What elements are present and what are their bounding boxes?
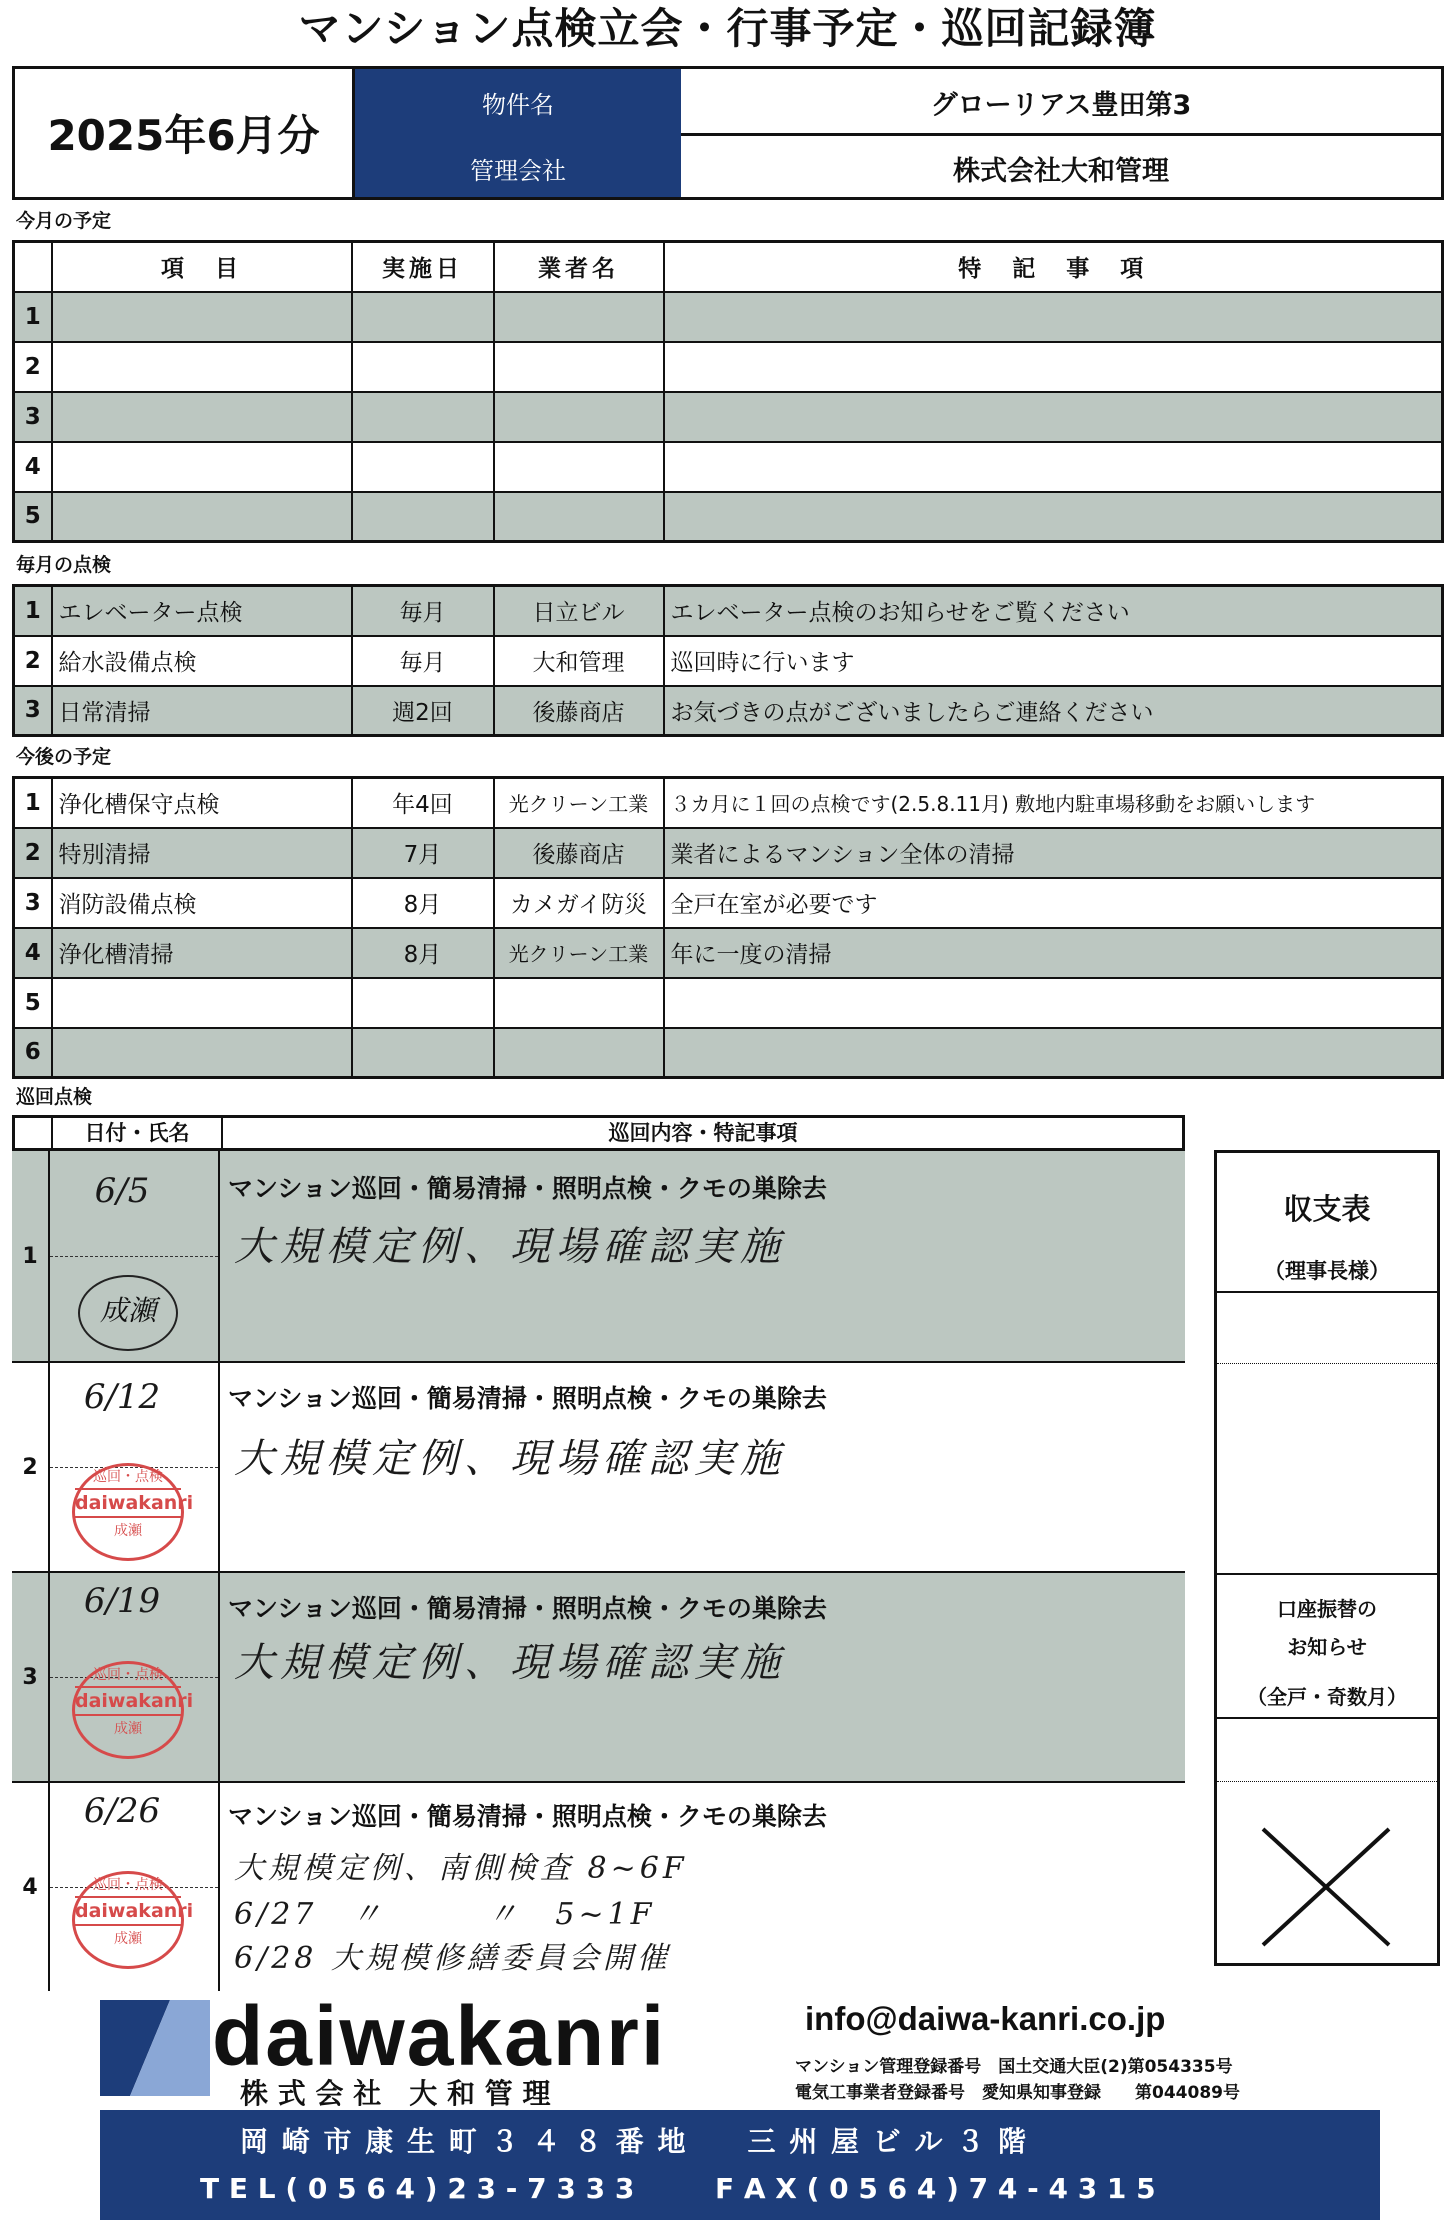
section-monthly: 毎月の点検: [16, 554, 112, 576]
section-this-month: 今月の予定: [16, 210, 112, 232]
cross-mark: [1257, 1823, 1397, 1951]
company-label: 管理会社: [470, 157, 566, 185]
this-month-table: [12, 240, 1444, 543]
income-sub: （理事長様）: [1264, 1259, 1390, 1283]
patrol-header-date: 日付・氏名: [51, 1118, 223, 1148]
header-box: [12, 66, 1444, 200]
registration-1: マンション管理登録番号 国土交通大臣(2)第054335号: [795, 2057, 1233, 2077]
patrol-row: 2 6/12 巡回・点検 daiwakanri 成瀬 マンション巡回・簡易清掃・照明点検・クモの巣除去 大規模定例、現場確認実施: [12, 1361, 1185, 1571]
handwritten-name: 成瀬: [78, 1275, 178, 1351]
handwritten-date: 6/26: [83, 1791, 161, 1831]
patrol-checklist: マンション巡回・簡易清掃・照明点検・クモの巣除去: [228, 1174, 827, 1203]
table-row: 1 エレベーター点検 毎月 日立ビル エレベーター点検のお知らせをご覧ください: [14, 586, 1443, 636]
table-row: 3: [14, 392, 1443, 442]
page-title: マンション点検立会・行事予定・巡回記録簿: [298, 4, 1157, 53]
header-label-panel: [355, 69, 681, 197]
table-row: 2 給水設備点検 毎月 大和管理 巡回時に行います: [14, 636, 1443, 686]
table-row: 3 日常清掃 週2回 後藤商店 お気づきの点がございましたらご連絡ください: [14, 686, 1443, 736]
header-note: 特 記 事 項: [664, 242, 1443, 292]
header-item: 項 目: [52, 242, 352, 292]
patrol-row: 3 6/19 巡回・点検 daiwakanri 成瀬 マンション巡回・簡易清掃・照明点検・クモの巣除去 大規模定例、現場確認実施: [12, 1571, 1185, 1781]
section-future: 今後の予定: [16, 746, 112, 768]
header-num: [14, 242, 52, 292]
table-row: 5: [14, 978, 1443, 1028]
handwritten-note: 大規模定例、現場確認実施: [234, 1436, 786, 1482]
table-row: 3 消防設備点検 8月 カメガイ防災 全戸在室が必要です: [14, 878, 1443, 928]
patrol-checklist: マンション巡回・簡易清掃・照明点検・クモの巣除去: [228, 1594, 827, 1623]
footer-logo-band: [100, 1989, 1380, 2110]
company-value: 株式会社大和管理: [953, 156, 1169, 187]
patrol-row: 4 6/26 巡回・点検 daiwakanri 成瀬 マンション巡回・簡易清掃・照明点検・クモの巣除去 大規模定例、南側検査 8~6F 6/27 〃 〃 5~1F 6/28 大規模修繕委員会開催: [12, 1781, 1185, 1991]
company-name: 株 式 会 社 大 和 管 理: [240, 2077, 551, 2110]
transfer-sub: （全戸・奇数月）: [1247, 1685, 1407, 1709]
future-table: [12, 776, 1444, 1079]
table-row: 2 特別清掃 7月 後藤商店 業者によるマンション全体の清掃: [14, 828, 1443, 878]
patrol-header-content: 巡回内容・特記事項: [608, 1121, 798, 1145]
transfer-title: 口座振替の: [1277, 1597, 1377, 1621]
table-row: 1: [14, 292, 1443, 342]
handwritten-date: 6/5: [94, 1171, 150, 1211]
property-value: グローリアス豊田第3: [930, 90, 1192, 121]
patrol-checklist: マンション巡回・簡易清掃・照明点検・クモの巣除去: [228, 1802, 827, 1831]
table-row: 4: [14, 442, 1443, 492]
transfer-title-2: お知らせ: [1287, 1635, 1367, 1659]
handwritten-note: 大規模定例、南側検査 8~6F: [234, 1851, 688, 1886]
table-row: 1 浄化槽保守点検 年4回 光クリーン工業 ３カ月に１回の点検です(2.5.8.11月) 敷地内駐車場移動をお願いします: [14, 778, 1443, 828]
section-patrol: 巡回点検: [16, 1086, 93, 1108]
name-stamp: 巡回・点検 daiwakanri 成瀬: [72, 1871, 184, 1969]
handwritten-note: 6/28 大規模修繕委員会開催: [234, 1941, 671, 1976]
handwritten-note: 大規模定例、現場確認実施: [234, 1224, 786, 1270]
daiwakanri-logo-icon: [100, 2000, 210, 2096]
month-label: 2025年6月分: [15, 69, 355, 197]
table-row: 6: [14, 1028, 1443, 1078]
monthly-table: [12, 584, 1444, 737]
patrol-checklist: マンション巡回・簡易清掃・照明点検・クモの巣除去: [228, 1384, 827, 1413]
address: 岡 崎 市 康 生 町 ３ ４ ８ 番 地 三 州 屋 ビ ル ３ 階: [240, 2125, 1028, 2158]
table-row: 4 浄化槽清掃 8月 光クリーン工業 年に一度の清掃: [14, 928, 1443, 978]
header-date: 実施日: [352, 242, 494, 292]
name-stamp: 巡回・点検 daiwakanri 成瀬: [72, 1661, 184, 1759]
registration-2: 電気工事業者登録番号 愛知県知事登録 第044089号: [795, 2083, 1240, 2103]
table-row: 5: [14, 492, 1443, 542]
tel: T E L ( 0 5 6 4 ) 2 3 - 7 3 3 3: [200, 2172, 635, 2205]
email[interactable]: info@daiwa-kanri.co.jp: [805, 2000, 1166, 2037]
side-box: [1214, 1150, 1440, 1966]
patrol-header: [12, 1115, 1185, 1151]
table-row: 2: [14, 342, 1443, 392]
patrol-row: 1 6/5 成瀬 マンション巡回・簡易清掃・照明点検・クモの巣除去 大規模定例、現場確認実施: [12, 1151, 1185, 1361]
brand-logo: daiwakanri: [212, 1989, 667, 2083]
footer-contact: [100, 2110, 1380, 2220]
handwritten-date: 6/19: [83, 1581, 161, 1621]
income-title: 収支表: [1283, 1192, 1371, 1226]
property-label: 物件名: [482, 91, 554, 119]
handwritten-note: 6/27 〃 〃 5~1F: [234, 1897, 656, 1932]
header-divider: [681, 133, 1441, 136]
header-vendor: 業者名: [494, 242, 664, 292]
fax: F A X ( 0 5 6 4 ) 7 4 - 4 3 1 5: [715, 2172, 1156, 2205]
name-stamp: 巡回・点検 daiwakanri 成瀬: [72, 1463, 184, 1561]
handwritten-date: 6/12: [83, 1377, 161, 1417]
handwritten-note: 大規模定例、現場確認実施: [234, 1640, 786, 1686]
